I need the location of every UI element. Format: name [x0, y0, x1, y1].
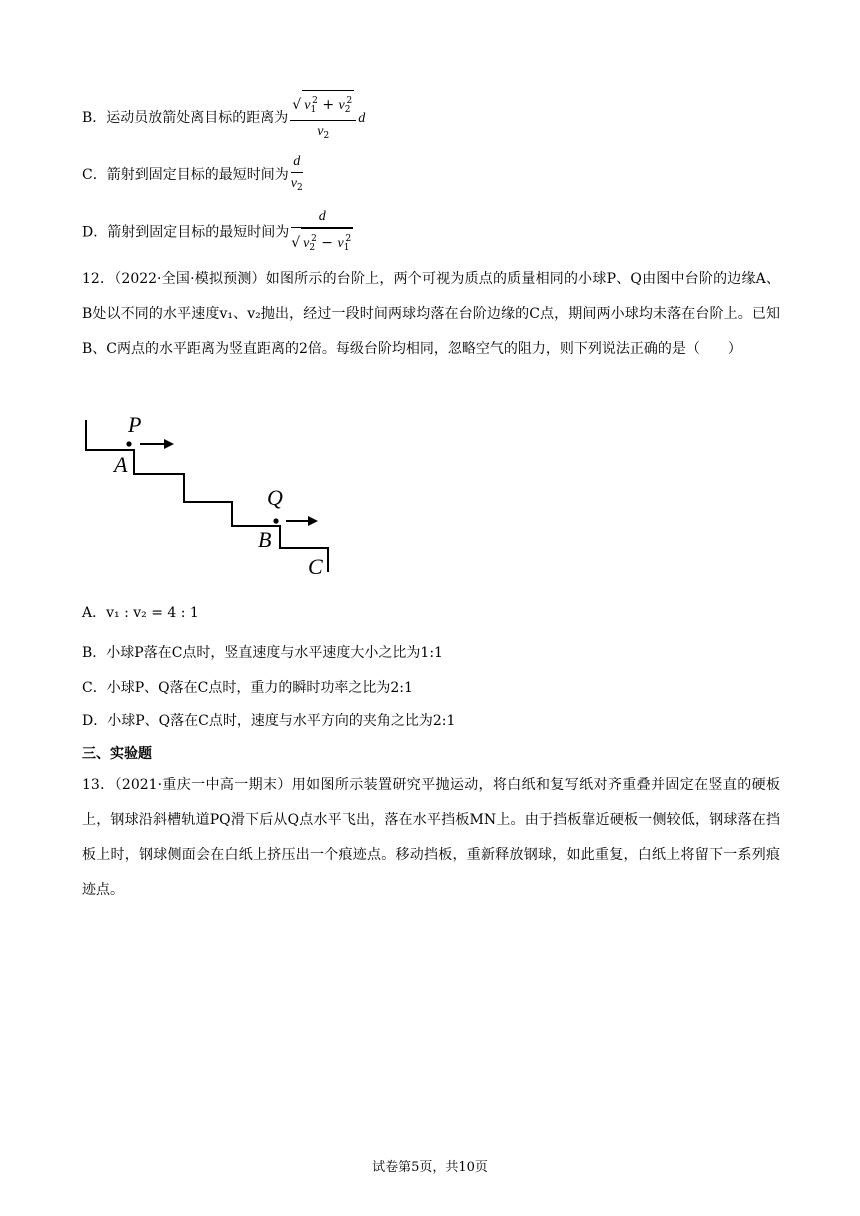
page-footer: 试卷第5页，共10页 — [372, 1160, 488, 1175]
section-heading: 三、实验题 — [82, 746, 152, 762]
arrow-q-head — [308, 516, 318, 526]
ball-q — [273, 518, 278, 523]
q13-stem: 13．（2021·重庆一中高一期末）用如图所示装置研究平抛运动，将白纸和复写纸对齐重叠并固定在竖直的硬板上，钢球沿斜槽轨道PQ滑下后从Q点水平飞出，落在水平挡板MN上。由于挡板靠近硬板一侧较低，钢球落在挡板上时，钢球侧面会在白纸上挤压出一个痕迹点。移动挡板，重新释放钢球，如此重复，白纸上将留下一系列痕迹点。 — [82, 777, 780, 898]
ball-p — [126, 441, 131, 446]
q11-option-b: B．运动员放箭处离目标的距离为 $\frac{√ v_1^2 + v_2^2}{v_2}$ d — [82, 90, 365, 146]
q11-option-c: C．箭射到固定目标的最短时间为 $\frac{d}{v_2}$ — [82, 152, 305, 198]
q11-option-d: D．箭射到固定目标的最短时间为 $\frac{d}{√ v_2^2 - v_1^2}$ — [82, 207, 355, 258]
label-q: Q — [267, 485, 283, 510]
label-a: A — [114, 452, 128, 477]
time-formula-d: $\frac{d}{√ v_2^2 - v_1^2}$ — [291, 207, 353, 258]
distance-formula: $\frac{√ v_1^2 + v_2^2}{v_2}$ — [290, 90, 356, 146]
staircase-figure — [80, 412, 340, 582]
label-b: B — [258, 527, 272, 552]
label-c: C — [308, 554, 323, 579]
q12-option-b: B．小球P落在C点时，竖直速度与水平速度大小之比为1:1 — [82, 645, 443, 661]
time-formula-c: $\frac{d}{v_2}$ — [290, 154, 303, 193]
arrow-p-head — [164, 439, 174, 449]
q12-option-d: D．小球P、Q落在C点时，速度与水平方向的夹角之比为2:1 — [82, 713, 456, 729]
label-p: P — [128, 412, 142, 437]
q12-option-c: C．小球P、Q落在C点时，重力的瞬时功率之比为2:1 — [82, 680, 413, 696]
q12-option-a: A．v₁ : v₂ = 4 : 1 — [82, 605, 199, 621]
staircase-outline — [86, 420, 328, 572]
q12-stem: 12．（2022·全国·模拟预测）如图所示的台阶上，两个可视为质点的质量相同的小球P、Q由图中台阶的边缘A、B处以不同的水平速度v₁、v₂抛出，经过一段时间两球均落在台阶边缘的C点，期间两小球均未落在台阶上。已知B、C两点的水平距离为竖直距离的2倍。每级台阶均相同，忽略空气的阻力，则下列说法正确的是（ ） — [82, 271, 780, 357]
